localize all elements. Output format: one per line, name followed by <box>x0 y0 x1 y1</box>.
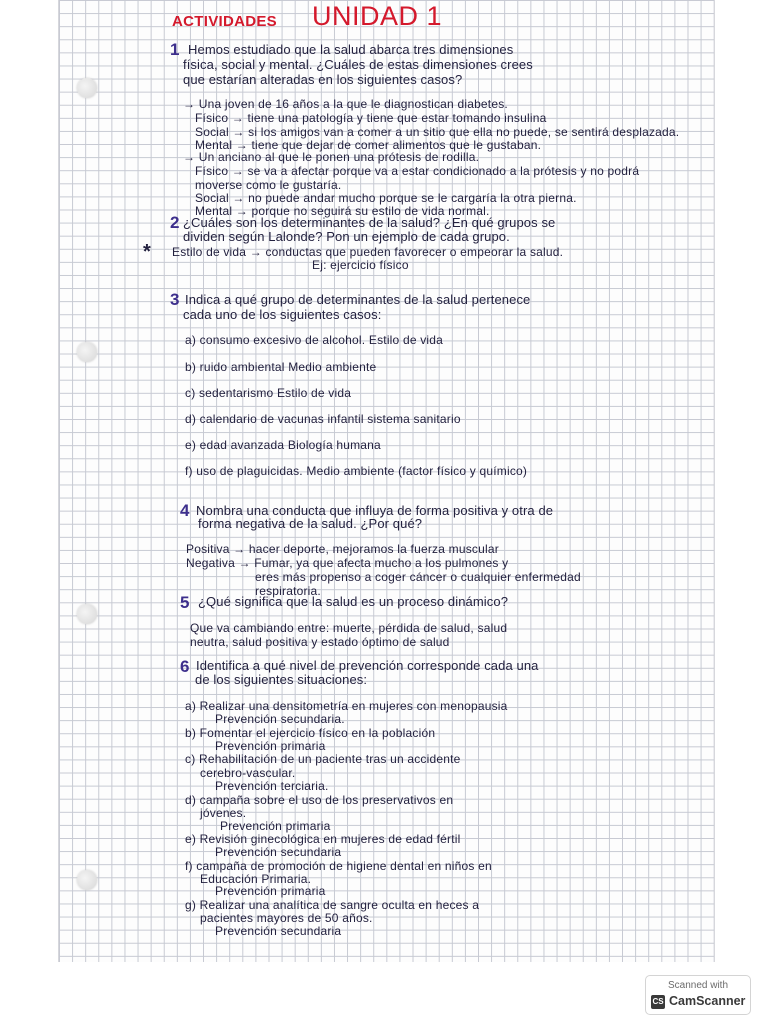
item-answer: Prevención primaria <box>220 819 331 833</box>
question-prompt-line: Nombra una conducta que influya de forma positiva y otra de <box>196 503 554 518</box>
item-label: g) <box>185 898 197 912</box>
answer-line: Mental → porque no seguirá su estilo de vida normal. <box>195 204 490 218</box>
answer-line: Estilo de vida → conductas que pueden favorecer o empeorar la salud. <box>172 245 564 259</box>
activities-heading: ACTIVIDADES <box>172 13 277 30</box>
question-prompt-line: dividen según Lalonde? Pon un ejemplo de cada grupo. <box>183 229 510 244</box>
item-case: campaña sobre el uso de los preservativos en <box>199 793 454 807</box>
list-item <box>185 752 461 766</box>
question-prompt-line: Indica a qué grupo de determinantes de la salud pertenece <box>185 292 531 307</box>
item-case: consumo excesivo de alcohol. <box>199 333 366 347</box>
question-prompt-line: ¿Cuáles son los determinantes de la salud? ¿En qué grupos se <box>183 215 556 230</box>
example-line: Ej: ejercicio físico <box>312 258 409 272</box>
item-case: uso de plaguicidas. <box>196 464 303 478</box>
question-number: 4 <box>180 501 190 520</box>
list-item <box>185 699 508 713</box>
item-answer: Biología humana <box>287 438 381 452</box>
punch-hole <box>77 870 97 890</box>
asterisk-marker: * <box>143 241 151 263</box>
item-label: e) <box>185 438 197 452</box>
item-case: Realizar una analítica de sangre oculta en heces a <box>199 898 480 912</box>
answer-line: respiratoria. <box>255 584 321 598</box>
item-label: d) <box>185 412 197 426</box>
answer-line: Que va cambiando entre: muerte, pérdida de salud, salud <box>190 621 508 635</box>
answer-line: neutra, salud positiva y estado óptimo de salud <box>190 635 450 649</box>
item-case: edad avanzada <box>199 438 285 452</box>
unit-heading: UNIDAD 1 <box>312 1 443 31</box>
list-item <box>185 859 492 873</box>
item-answer: Prevención secundaria. <box>215 712 345 726</box>
item-answer: Prevención terciaria. <box>215 779 329 793</box>
answer-line: eres más propenso a coger cáncer o cualquier enfermedad <box>255 570 581 584</box>
list-item <box>185 464 527 478</box>
case-title: → Un anciano al que le ponen una prótesis de rodilla. <box>183 150 480 164</box>
item-case-continued: jóvenes. <box>200 806 247 820</box>
answer-line: Físico → tiene una patología y tiene que estar tomando insulina <box>195 111 547 125</box>
item-answer: Estilo de vida <box>276 386 352 400</box>
item-answer: sistema sanitario <box>367 412 461 426</box>
list-item <box>185 832 461 846</box>
watermark-caption: Scanned with <box>667 980 729 991</box>
item-answer: Medio ambiente <box>288 360 377 374</box>
item-case: ruido ambiental <box>199 360 285 374</box>
question-prompt-line: ¿Qué significa que la salud es un proceso dinámico? <box>198 594 509 609</box>
answer-line: moverse como le gustaría. <box>195 178 342 192</box>
question-prompt-line: cada uno de los siguientes casos: <box>183 307 382 322</box>
list-item <box>185 898 479 912</box>
question-number: 1 <box>170 40 180 59</box>
item-label: c) <box>185 752 196 766</box>
question-number: 6 <box>180 657 190 676</box>
question-prompt-line: Hemos estudiado que la salud abarca tres dimensiones <box>188 42 514 57</box>
list-item <box>185 438 381 452</box>
item-label: a) <box>185 333 197 347</box>
item-case: Fomentar el ejercicio físico en la población <box>199 726 436 740</box>
item-label: f) <box>185 464 193 478</box>
list-item <box>185 333 443 347</box>
answer-line: Mental → tiene que dejar de comer alimentos que le gustaban. <box>195 138 542 152</box>
punch-hole <box>77 78 97 98</box>
watermark-app-name: CamScanner <box>669 994 746 1008</box>
question-number: 3 <box>170 290 180 309</box>
punch-hole <box>77 604 97 624</box>
answer-line: Negativa → Fumar, ya que afecta mucho a los pulmones y <box>186 556 509 570</box>
item-case-continued: cerebro-vascular. <box>200 766 296 780</box>
item-label: b) <box>185 360 197 374</box>
item-answer: Prevención primaria <box>215 884 326 898</box>
list-item <box>185 726 435 740</box>
list-item <box>185 360 376 374</box>
item-label: e) <box>185 832 197 846</box>
item-label: f) <box>185 859 193 873</box>
question-prompt-line: que estarían alteradas en los siguientes casos? <box>183 72 463 87</box>
list-item <box>185 386 351 400</box>
question-prompt-line: forma negativa de la salud. ¿Por qué? <box>198 516 423 531</box>
item-case: Realizar una densitometría en mujeres con menopausia <box>199 699 508 713</box>
answer-line: Positiva → hacer deporte, mejoramos la fuerza muscular <box>186 542 499 556</box>
answer-line: Físico → se va a afectar porque va a estar condicionado a la prótesis y no podrá <box>195 164 640 178</box>
item-answer: Prevención secundaria <box>215 924 342 938</box>
item-label: c) <box>185 386 196 400</box>
question-number: 2 <box>170 213 180 232</box>
item-label: d) <box>185 793 197 807</box>
list-item <box>185 412 461 426</box>
question-prompt-line: de los siguientes situaciones: <box>195 672 368 687</box>
item-case: Revisión ginecológica en mujeres de edad fértil <box>199 832 461 846</box>
item-case: campaña de promoción de higiene dental en niños en <box>196 859 492 873</box>
item-case-continued: Educación Primaria. <box>200 872 312 886</box>
answer-line: Social → si los amigos van a comer a un sitio que ella no puede, se sentirá desplazada. <box>195 125 680 139</box>
question-prompt-line: física, social y mental. ¿Cuáles de estas dimensiones crees <box>183 57 533 72</box>
item-label: a) <box>185 699 197 713</box>
punch-hole <box>77 342 97 362</box>
question-number: 5 <box>180 593 190 612</box>
item-answer: Prevención secundaria <box>215 845 342 859</box>
item-case-continued: pacientes mayores de 50 años. <box>200 911 373 925</box>
question-prompt-line: Identifica a qué nivel de prevención corresponde cada una <box>196 658 539 673</box>
item-answer: Prevención primaria <box>215 739 326 753</box>
item-label: b) <box>185 726 197 740</box>
camscanner-logo-icon: CS <box>651 995 665 1009</box>
item-case: Rehabilitación de un paciente tras un accidente <box>198 752 461 766</box>
camscanner-watermark <box>645 975 751 1015</box>
list-item <box>185 793 453 807</box>
answer-line: Social → no puede andar mucho porque se le cargaría la otra pierna. <box>195 191 577 205</box>
item-answer: Estilo de vida <box>368 333 444 347</box>
item-case: sedentarismo <box>198 386 274 400</box>
item-case: calendario de vacunas infantil <box>199 412 364 426</box>
case-title: → Una joven de 16 años a la que le diagnostican diabetes. <box>183 97 508 111</box>
item-answer: Medio ambiente (factor físico y químico) <box>306 464 528 478</box>
